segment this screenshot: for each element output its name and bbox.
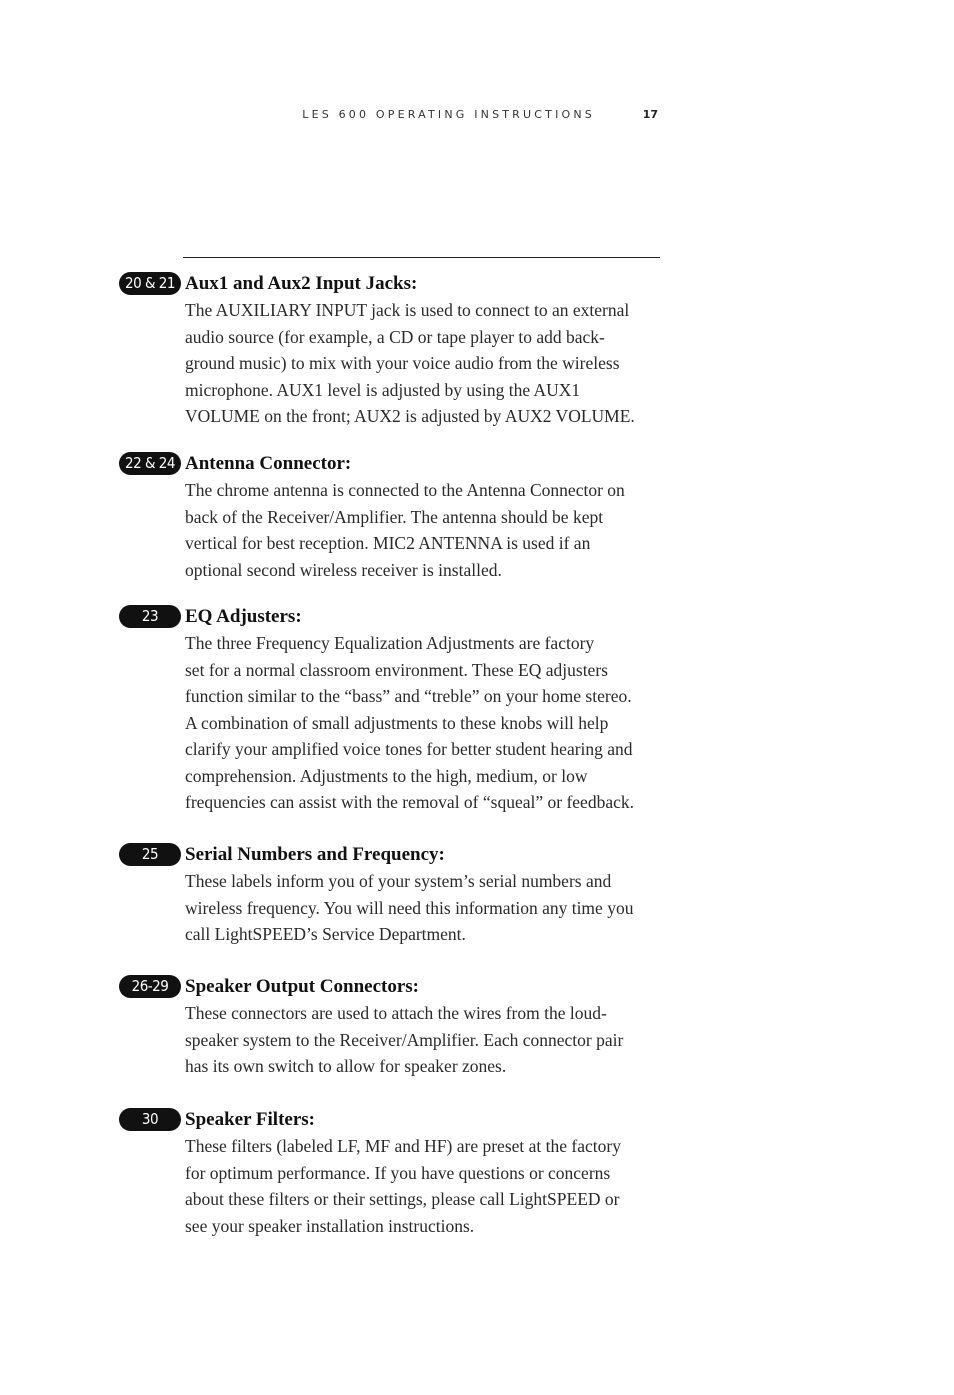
section-heading: EQ Adjusters: bbox=[185, 606, 302, 627]
section-heading: Antenna Connector: bbox=[185, 453, 352, 474]
body-line: These filters (labeled LF, MF and HF) are preset at the factory bbox=[185, 1136, 621, 1156]
body-line: vertical for best reception. MIC2 ANTENNA is used if an bbox=[185, 533, 591, 553]
section-body bbox=[185, 630, 665, 816]
section-heading: Aux1 and Aux2 Input Jacks: bbox=[185, 273, 418, 294]
body-line: ground music) to mix with your voice audio from the wireless bbox=[185, 353, 620, 373]
body-line: set for a normal classroom environment. These EQ adjusters bbox=[185, 659, 608, 680]
body-line: has its own switch to allow for speaker zones. bbox=[185, 1056, 507, 1076]
running-header bbox=[300, 108, 660, 126]
callout-badge: 26-29 bbox=[119, 975, 181, 998]
body-line: call LightSPEED’s Service Department. bbox=[185, 924, 466, 944]
body-line: The AUXILIARY INPUT jack is used to connect to an external bbox=[185, 300, 630, 320]
callout-badge: 22 & 24 bbox=[119, 452, 181, 475]
body-line: A combination of small adjustments to these knobs will help bbox=[185, 712, 609, 733]
body-line: These connectors are used to attach the wires from the loud- bbox=[185, 1003, 607, 1023]
section-divider bbox=[183, 257, 660, 258]
body-line: back of the Receiver/Amplifier. The antenna should be kept bbox=[185, 506, 604, 527]
body-line: optional second wireless receiver is installed. bbox=[185, 559, 502, 580]
section-body bbox=[185, 1000, 665, 1080]
body-line: VOLUME on the front; AUX2 is adjusted by AUX2 VOLUME. bbox=[185, 406, 635, 426]
section-body bbox=[185, 868, 665, 948]
body-line: for optimum performance. If you have questions or concerns bbox=[185, 1162, 611, 1183]
section-body bbox=[185, 477, 665, 583]
callout-badge: 30 bbox=[119, 1108, 181, 1131]
body-line: These labels inform you of your system’s serial numbers and bbox=[185, 871, 612, 891]
callout-badge: 20 & 21 bbox=[119, 272, 181, 295]
body-line: The three Frequency Equalization Adjustments are factory bbox=[185, 633, 595, 653]
body-line: audio source (for example, a CD or tape player to add back- bbox=[185, 326, 605, 347]
body-line: microphone. AUX1 level is adjusted by using the AUX1 bbox=[185, 379, 581, 400]
page-number: 17 bbox=[642, 108, 658, 121]
section-heading: Speaker Output Connectors: bbox=[185, 976, 419, 997]
section-body bbox=[185, 297, 665, 430]
body-line: about these filters or their settings, please call LightSPEED or bbox=[185, 1189, 620, 1209]
callout-badge: 23 bbox=[119, 605, 181, 628]
running-title: LES 600 OPERATING INSTRUCTIONS bbox=[302, 108, 595, 121]
body-line: see your speaker installation instructions. bbox=[185, 1215, 475, 1236]
body-line: The chrome antenna is connected to the Antenna Connector on bbox=[185, 480, 625, 500]
body-line: function similar to the “bass” and “treble” on your home stereo. bbox=[185, 686, 632, 706]
body-line: speaker system to the Receiver/Amplifier. Each connector pair bbox=[185, 1029, 624, 1050]
body-line: frequencies can assist with the removal of “squeal” or feedback. bbox=[185, 792, 634, 812]
section-body bbox=[185, 1133, 665, 1239]
section-heading: Speaker Filters: bbox=[185, 1109, 315, 1130]
body-line: clarify your amplified voice tones for better student hearing and bbox=[185, 739, 633, 759]
section-heading: Serial Numbers and Frequency: bbox=[185, 844, 445, 865]
callout-badge: 25 bbox=[119, 843, 181, 866]
body-line: wireless frequency. You will need this information any time you bbox=[185, 897, 634, 918]
body-line: comprehension. Adjustments to the high, medium, or low bbox=[185, 765, 588, 786]
